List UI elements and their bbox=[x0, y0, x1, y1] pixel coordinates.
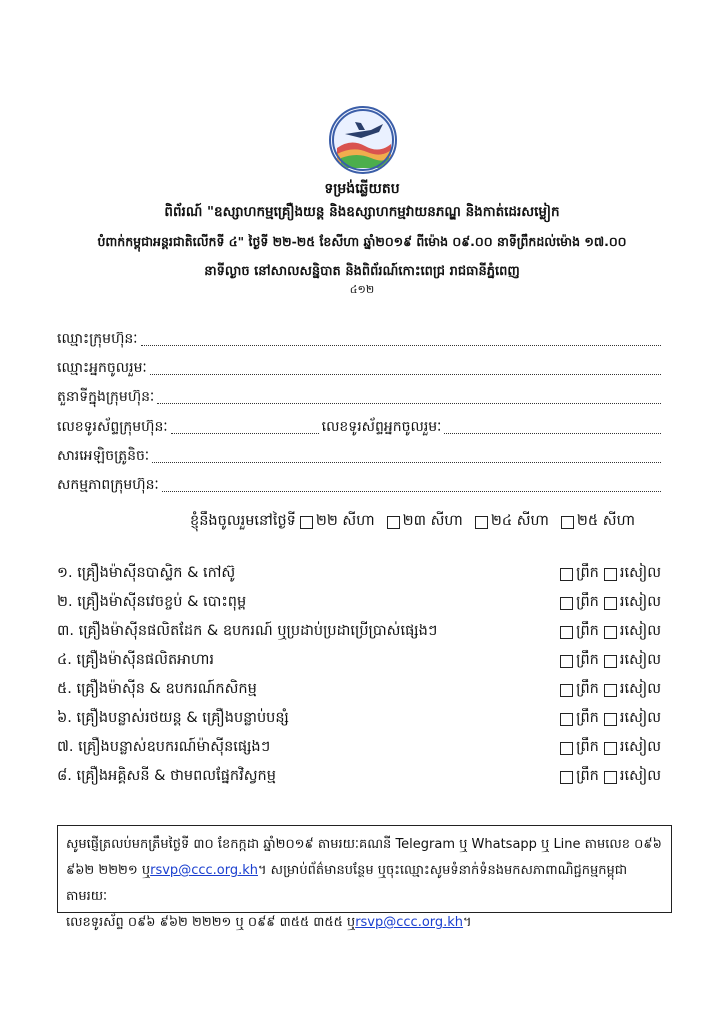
list-item bbox=[57, 707, 663, 731]
list-item bbox=[57, 591, 663, 615]
event-venue: នាទីល្ងាច នៅសាលសន្និបាត និងពិព័រណ៍កោះពេជ្រ រាជធានីភ្នំពេញ bbox=[204, 264, 520, 279]
item-label: ៣. គ្រឿងម៉ាស៊ីនផលិតដែក & ឧបករណ៍ ឬប្រដាប់ប្រដាប្រើប្រាស់ផ្សេងៗ bbox=[57, 622, 438, 639]
date-option-24[interactable]: ២៤ សីហា bbox=[475, 512, 549, 533]
session-options: ព្រឹក រសៀល bbox=[560, 767, 663, 788]
evening-checkbox[interactable] bbox=[604, 771, 617, 784]
participant-name-field[interactable] bbox=[57, 357, 661, 379]
session-options: ព្រឹក រសៀល bbox=[560, 680, 663, 701]
morning-checkbox[interactable] bbox=[560, 684, 573, 697]
organization-logo bbox=[329, 106, 397, 174]
company-activity-field[interactable] bbox=[57, 474, 661, 496]
evening-checkbox[interactable] bbox=[604, 626, 617, 639]
morning-checkbox[interactable] bbox=[560, 655, 573, 668]
item-label: ៨. គ្រឿងអគ្គិសនី & ថាមពលផ្នែកវិស្វកម្ម bbox=[57, 767, 276, 784]
item-label: ៧. គ្រឿងបន្លាស់ឧបករណ៍ម៉ាស៊ីនផ្សេងៗ bbox=[57, 738, 271, 755]
morning-checkbox[interactable] bbox=[560, 568, 573, 581]
email-link[interactable]: rsvp@ccc.org.kh bbox=[355, 915, 464, 930]
date-option-23[interactable]: ២៣ សីហា bbox=[387, 512, 463, 533]
list-item bbox=[57, 678, 663, 702]
attendance-prompt: ខ្ញុំនឹងចូលរួមនៅថ្ងៃទី bbox=[190, 513, 296, 529]
fill-line bbox=[162, 490, 661, 492]
fill-line bbox=[150, 373, 661, 375]
note-line-3: លេខទូរស័ព្ទ ០៩៦ ៩៦២ ២២២១ ឬ ០៩៩ ៣៥៥ ៣៥៥ ឬrsvp@ccc.org.kh។ bbox=[66, 915, 472, 930]
logo-graphic-icon bbox=[331, 108, 395, 172]
list-item bbox=[57, 620, 663, 644]
item-label: ៥. គ្រឿងម៉ាស៊ីន & ឧបករណ៍កសិកម្ម bbox=[57, 680, 257, 697]
position-field[interactable] bbox=[57, 386, 661, 408]
item-label: ១. គ្រឿងម៉ាស៊ីនបាស្ទិក & កៅស៊ូ bbox=[57, 564, 236, 581]
field-label: សារអេឡិចត្រូនិចៈ bbox=[57, 448, 150, 464]
date-option-25[interactable]: ២៥ សីហា bbox=[561, 512, 635, 533]
field-label: សកម្មភាពក្រុមហ៊ុនៈ bbox=[57, 477, 159, 493]
checkbox[interactable] bbox=[475, 516, 488, 529]
form-title: ទម្រង់ឆ្លើយតប bbox=[324, 181, 400, 197]
session-options: ព្រឹក រសៀល bbox=[560, 709, 663, 730]
list-item bbox=[57, 736, 663, 760]
company-name-field[interactable] bbox=[57, 328, 661, 350]
morning-checkbox[interactable] bbox=[560, 771, 573, 784]
fill-line bbox=[157, 402, 661, 404]
field-label: ឈ្មោះក្រុមហ៊ុនៈ bbox=[57, 331, 138, 347]
morning-checkbox[interactable] bbox=[560, 742, 573, 755]
event-detail: បំពាក់កម្ពុជាអន្តរជាតិលើកទី ៤" ថ្ងៃទី ២២-២៥ ខែសីហា ឆ្នាំ២០១៩ ពីម៉ោង ០៩.០០ នាទីព្រឹកដល់ម៉ោង ១៧.០០ bbox=[97, 234, 627, 249]
checkbox[interactable] bbox=[300, 516, 313, 529]
fill-line bbox=[152, 461, 661, 463]
form-code: ៤១២ bbox=[349, 283, 375, 296]
list-item bbox=[57, 649, 663, 673]
evening-checkbox[interactable] bbox=[604, 655, 617, 668]
session-options: ព្រឹក រសៀល bbox=[560, 593, 663, 614]
note-line-2: ៩៦២ ២២២១ ឬrsvp@ccc.org.kh។ សម្រាប់ព័ត៌មានបន្ថែម ឬចុះឈ្មោះសូមទំនាក់ទំនងមកសភាពាណិជ្ជកម្មកម្ពុជាតាមរយៈ bbox=[66, 863, 628, 904]
evening-checkbox[interactable] bbox=[604, 713, 617, 726]
evening-checkbox[interactable] bbox=[604, 684, 617, 697]
email-field[interactable] bbox=[57, 445, 661, 467]
fill-line bbox=[171, 432, 319, 434]
evening-checkbox[interactable] bbox=[604, 597, 617, 610]
field-label: ឈ្មោះអ្នកចូលរួមៈ bbox=[57, 360, 147, 376]
fill-line bbox=[141, 344, 661, 346]
field-label: តួនាទីក្នុងក្រុមហ៊ុនៈ bbox=[57, 389, 155, 405]
email-link[interactable]: rsvp@ccc.org.kh bbox=[150, 863, 258, 878]
date-option-22[interactable]: ២២ សីហា bbox=[300, 512, 375, 533]
session-options: ព្រឹក រសៀល bbox=[560, 738, 663, 759]
phone-fields[interactable] bbox=[57, 416, 661, 438]
submission-note bbox=[57, 825, 672, 930]
session-options: ព្រឹក រសៀល bbox=[560, 651, 663, 672]
list-item bbox=[57, 765, 663, 789]
item-label: ២. គ្រឿងម៉ាស៊ីនវេចខ្ចប់ & បោះពុម្ព bbox=[57, 593, 247, 610]
list-item bbox=[57, 562, 663, 586]
note-line-1: សូមផ្ញើត្រលប់មកត្រឹមថ្ងៃទី ៣០ ខែកក្កដា ឆ្នាំ២០១៩ តាមរយៈគណនី Telegram ឬ Whatsapp ឬ Line តាមលេខ ០៩៦ bbox=[66, 837, 662, 852]
morning-checkbox[interactable] bbox=[560, 713, 573, 726]
item-label: ៤. គ្រឿងម៉ាស៊ីនផលិតអាហារ bbox=[57, 651, 214, 668]
session-options: ព្រឹក រសៀល bbox=[560, 622, 663, 643]
field-label: លេខទូរស័ព្ទក្រុមហ៊ុនៈ bbox=[57, 419, 168, 435]
session-options: ព្រឹក រសៀល bbox=[560, 564, 663, 585]
evening-checkbox[interactable] bbox=[604, 742, 617, 755]
morning-checkbox[interactable] bbox=[560, 626, 573, 639]
morning-checkbox[interactable] bbox=[560, 597, 573, 610]
checkbox[interactable] bbox=[561, 516, 574, 529]
fill-line bbox=[444, 432, 661, 434]
event-name: ពិព័រណ៍ "ឧស្សាហកម្មគ្រឿងយន្ត និងឧស្សាហកម្មវាយនភណ្ឌ និងកាត់ដេរសម្លៀក bbox=[164, 204, 560, 220]
checkbox[interactable] bbox=[387, 516, 400, 529]
item-label: ៦. គ្រឿងបន្លាស់រថយន្ត & គ្រឿងបន្លាប់បន្សំ bbox=[57, 709, 289, 726]
evening-checkbox[interactable] bbox=[604, 568, 617, 581]
attendance-dates bbox=[190, 512, 635, 533]
field-label: លេខទូរស័ព្ទអ្នកចូលរួមៈ bbox=[321, 419, 442, 435]
